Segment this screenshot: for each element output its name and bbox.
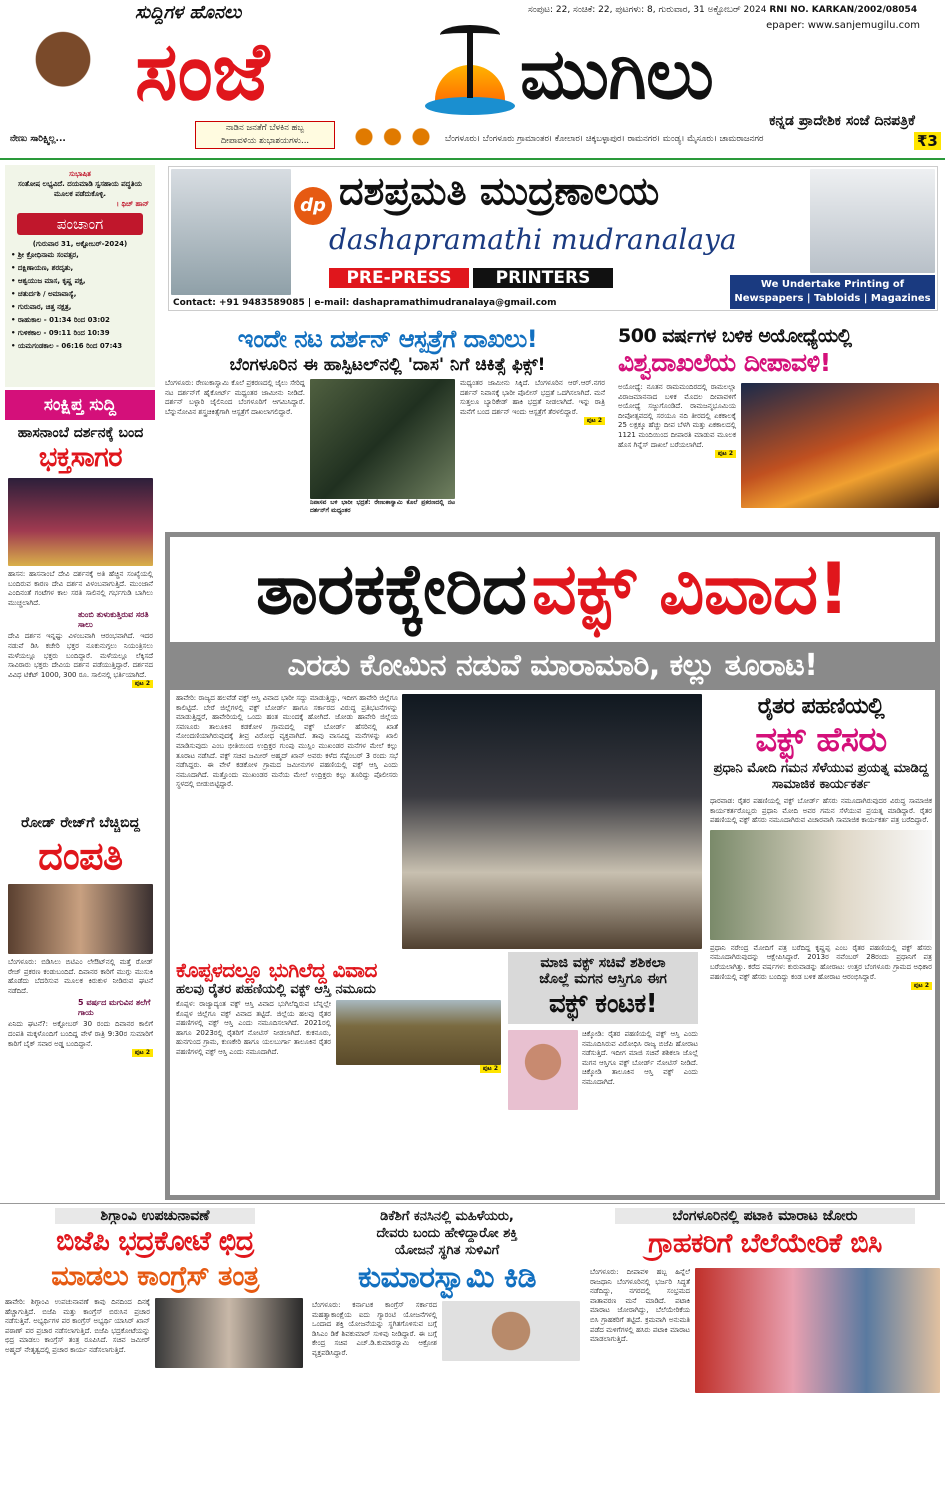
story-body: ಅಯೋಧ್ಯೆ: ನೂತನ ರಾಮಮಂದಿರದಲ್ಲಿ ರಾಮಲಲ್ಲಾ ವಿರಾಜಮಾನನಾದ ಬಳಿಕ ಮೊದಲ ದೀಪಾವಳಿಗೆ ಅಯೋಧ್ಯೆ ಸಜ್ಜುಗೊಂಡಿದೆ. ರಾಮಜನ್ಮಭೂಮಿಯ ದೀಪೋತ್ಸವದಲ್ಲಿ ಸರಯೂ ನದಿ ತೀರದಲ್ಲಿ ಏಕಕಾಲಕ್ಕೆ 25 ಲಕ್ಷಕ್ಕೂ ಹೆಚ್ಚು ದೀಪ ಬೆಳಗಿ ಮತ್ತು ಏಕಕಾಲದಲ್ಲಿ 1121 ಮಂದಿಯಿಂದ ದೀಪಾರತಿ ಮಾಡುವ ಮೂಲಕ ಹೊಸ ಗಿನ್ನೆಸ್ ದಾಖಲೆ ಬರೆಯಲಾಗಿದೆ. [618, 383, 736, 449]
story-headline: ಗ್ರಾಹಕರಿಗೆ ಬೆಲೆಯೇರಿಕೆ ಬಿಸಿ [648, 1228, 882, 1259]
panchanga-item: • ಆಶ್ವಯುಜ ಮಾಸ, ಕೃಷ್ಣ ಪಕ್ಷ, [11, 277, 86, 285]
brief-story-roadrage [8, 815, 153, 1057]
epaper-link[interactable]: epaper: www.sanjemugilu.com [766, 20, 920, 31]
masthead-divider [0, 158, 945, 160]
panchanga-list [11, 249, 149, 353]
panchanga-date: (ಗುರುವಾರ 31, ಅಕ್ಟೋಬರ್-2024) [32, 240, 128, 248]
continued-link[interactable]: ಪುಟ 2 [480, 1065, 501, 1073]
masthead-tagline: ಸುದ್ದಿಗಳ ಹೊನಲು [135, 2, 242, 23]
story-body: ಹಾಸನ: ಹಾಸನಾಂಬೆ ದೇವಿ ದರ್ಶನಕ್ಕೆ ಅತಿ ಹೆಚ್ಚಿನ ಸಂಖ್ಯೆಯಲ್ಲಿ ಬಂದಿರುವ ಕಾರಣ ದೇವಿ ದರ್ಶನ ವಿಳಂಬವಾಗುತ್ತಿದೆ. ಮುಂಜಾನೆ ಎಂದಿನಂತೆ ಗಂಟೆಗಳ ಕಾಲ ಸರತಿ ಸಾಲಿನಲ್ಲಿ ಗರ್ಭಗುಡಿ ಬಾಗಿಲು ಮುಚ್ಚಲಾಗಿದೆ. [8, 570, 153, 607]
sidebar-panchanga [5, 165, 155, 387]
ad-title-kannada: ದಶಪ್ರಮತಿ ಮುದ್ರಣಾಲಯ [339, 169, 660, 213]
lead-photo [402, 694, 702, 949]
panchanga-item: • ಶ್ರೀ ಕ್ರೋಧಿನಾಮ ಸಂವತ್ಸರ, [11, 251, 79, 259]
diya-decoration [345, 120, 440, 148]
panchanga-item: • ರಾಹುಕಾಲ - 01:34 ರಿಂದ 03:02 [11, 316, 110, 324]
subhashita-text: ಸಂತೋಷ ಲಭ್ಯವಿದೆ. ದಯಮಾಡಿ ಸ್ವಸಹಾಯ ಪದ್ಧತಿಯ ಮೂಲಕ ಪಡೆದುಕೊಳ್ಳಿ. [18, 180, 142, 198]
story-headline: ಬಿಜೆಪಿ ಭದ್ರಕೋಟೆ ಛಿದ್ರ [56, 1226, 254, 1257]
panchanga-title: ಪಂಚಾಂಗ [17, 213, 143, 235]
story-headline: ಇಂದೇ ನಟ ದರ್ಶನ್ ಆಸ್ಪತ್ರೆಗೆ ದಾಖಲು! [237, 325, 538, 353]
story-photo [8, 478, 153, 566]
side-body: ಧಾರವಾಡ: ರೈತರ ಪಹಣಿಯಲ್ಲಿ ವಕ್ಫ್ ಬೋರ್ಡ್ ಹೆಸರು ನಮೂದಾಗಿರುವುದರ ವಿರುದ್ಧ ಸಾಮಾಜಿಕ ಕಾರ್ಯಕರ್ತರೊಬ್ಬರು ಪ್ರಧಾನಿ ಮೋದಿ ಅವರ ಗಮನ ಸೆಳೆಯುವ ಪ್ರಯತ್ನ ಮಾಡಿದ್ದಾರೆ. ರೈತರ ಪಹಣಿಯಲ್ಲಿ ವಕ್ಫ್ ಹೆಸರು ನಮೂದಾಗಿರುವ ವಿಚಾರವಾಗಿ ಸಾಮಾಜಿಕ ಕಾರ್ಯಕರ್ತ ಪತ್ರ ಬರೆದಿದ್ದಾರೆ. [710, 797, 932, 825]
story-body: ಮಧ್ಯಂತರ ಜಾಮೀನು ಸಿಕ್ಕಿದೆ. ಬೆಂಗಳೂರಿನ ಆರ್.ಆರ್.ನಗರ ದರ್ಶನ್ ನಿವಾಸಕ್ಕೆ ಭಾರೀ ಪೊಲೀಸ್ ಭದ್ರತೆ ಒದಗಿಸಲಾಗಿದೆ. ಮನೆ ಸುತ್ತಲೂ ಬ್ಯಾರಿಕೇಡ್ ಹಾಕಿ ಭದ್ರತೆ ನೀಡಲಾಗಿದೆ. ಇನ್ನು ರಾತ್ರಿ ಮನೆಗೆ ಬಂದ ದರ್ಶನ್ ಇಂದು ಆಸ್ಪತ್ರೆಗೆ ತೆರಳಲಿದ್ದಾರೆ. [460, 379, 605, 416]
brief-story-hassan [8, 425, 153, 688]
panchanga-item: • ಚತುರ್ದಶಿ / ಅಮಾವಾಸ್ಯೆ, [11, 290, 77, 298]
story-crackers [590, 1208, 940, 1468]
continued-link[interactable]: ಪುಟ 2 [911, 982, 932, 990]
story-photo [442, 1301, 580, 1361]
story-headline: 500 ವರ್ಷಗಳ ಬಳಿಕ ಅಯೋಧ್ಯೆಯಲ್ಲಿ [618, 325, 852, 347]
story-body: ಏನಿದು ಘಟನೆ?: ಅಕ್ಟೋಬರ್ 30 ರಂದು ದಿವಾನರ ಕಾಲಿಗೆ ದಂಪತಿ ಮಕ್ಕಳೊಂದಿಗೆ ಬಂದಿದ್ದ ವೇಳೆ ರಾತ್ರಿ 9:30ರ ಸುಮಾರಿಗೆ ಕಾರಿಗೆ ಬೈಕ್ ಸವಾರ ಅಡ್ಡ ಬಂದಿದ್ದಾನೆ. [8, 1020, 153, 1048]
story-body: ದೇವಿ ದರ್ಶನ ಇನ್ನಷ್ಟು ವಿಳಂಬವಾಗಿ ಆರಂಭವಾಗಿದೆ. ಇದರ ನಡುವೆ ಡಿಸಿ ಕಚೇರಿ ಭಕ್ತರ ನೂಕುನುಗ್ಗಲು ನಿಯಂತ್ರಿಸಲು ಮಳೆಯಲ್ಲೂ ಭಕ್ತರು ಬಂದಿದ್ದಾರೆ. ಮಳೆಯಲ್ಲೂ ಲೆಕ್ಕಿಸದೆ ಸಾವಿರಾರು ಭಕ್ತರು ದೇವಿಯ ದರ್ಶನ ಪಡೆಯುತ್ತಿದ್ದಾರೆ. ದರ್ಶನದ ವಿವಿಧ ಟಿಕೆಟ್ 1000, 300 ರೂ. ಸಾಲಿನಲ್ಲಿ ಭರ್ತಿಯಾಗಿದೆ. [8, 632, 153, 679]
shashikala-headline-2: ಜೊಲ್ಲೆ ಮಗನ ಆಸ್ತಿಗೂ ಈಗ [539, 971, 667, 987]
continued-link[interactable]: ಪುಟ 2 [584, 417, 605, 425]
greeting: ನಾಡಿನ ಜನತೆಗೆ ಬೆಳಕಿನ ಹಬ್ಬ ದೀಪಾವಳಿಯ ಶುಭಾಶಯಗಳು... [195, 121, 335, 149]
story-photo [310, 379, 455, 499]
city-list: ಬೆಂಗಳೂರು। ಬೆಂಗಳೂರು ಗ್ರಾಮಾಂತರ। ಕೋಲಾರ। ಚಿಕ್ಕಬಳ್ಳಾಪುರ। ರಾಮನಗರ। ಮಂಡ್ಯ। ಮೈಸೂರು। ಚಾಮರಾಜನಗರ [445, 134, 764, 144]
story-kumaraswamy [312, 1208, 582, 1471]
story-subheadline: ಬೆಂಗಳೂರಿನ ಈ ಹಾಸ್ಪಿಟಲ್‌ನಲ್ಲಿ 'ದಾಸ' ನಿಗೆ ಚಿಕಿತ್ಸೆ ಫಿಕ್ಸ್! [229, 355, 546, 375]
story-body: ಬೆಂಗಳೂರು: ಬಿಡಿಸಿಲು ಬಿಟಿಎಂ ಲೇಔಟ್‌ನಲ್ಲಿ ಮತ್ತೆ ರೋಡ್ ರೇಜ್ ಪ್ರಕರಣ ಕಂಡುಬಂದಿದೆ. ದಿವಾನರ ಕಾರಿಗೆ ಮುಗ್ಗು ಮುಸುಕಿ ಹೊಡೆದು ಬೆದರಿಸುವ ಮೂಲಕ ಕಿರುಕುಳ ನೀಡಿರುವ ಘಟನೆ ನಡೆದಿದೆ. [8, 958, 153, 995]
lead-subheadline: ಎರಡು ಕೋಮಿನ ನಡುವೆ ಮಾರಾಮಾರಿ, ಕಲ್ಲು ತೂರಾಟ! [287, 648, 818, 683]
pull-quote: ತುಂಬಿ ತುಳುಕುತ್ತಿರುವ ಸರತಿ ಸಾಲು [78, 610, 149, 630]
shashikala-body: ಚಿಕ್ಕೋಡಿ: ರೈತರ ಪಹಣಿಯಲ್ಲಿ ವಕ್ಫ್ ಆಸ್ತಿ ಎಂದು ನಮೂದಿಸಿರುವ ವಿರೋಧಿಸಿ ರಾಜ್ಯ ಬಿಜೆಪಿ ಹೋರಾಟ ನಡೆಸುತ್ತಿದೆ. ಇದೀಗ ಮಾಜಿ ಸಚಿವೆ ಶಶಿಕಲಾ ಜೊಲ್ಲೆ ಮಗನ ಆಸ್ತಿಗೂ ವಕ್ಫ್ ಬೋರ್ಡ್ ನೋಟಿಸ್ ನೀಡಿದೆ. ಚಿಕ್ಕೋಡಿ ತಾಲೂಕಿನ ಆಸ್ತಿ ವಕ್ಫ್ ಎಂದು ನಮೂದಾಗಿದೆ. [582, 1030, 698, 1086]
issue-info: ಸಂಪುಟ: 22, ಸಂಚಿಕೆ: 22, ಪುಟಗಳು: 8, ಗುರುವಾರ, 31 ಅಕ್ಟೋಬರ್ 2024 RNI NO. KARKAN/2002/08054 [528, 5, 918, 15]
masthead-subtitle: ಕನ್ನಡ ಪ್ರಾದೇಶಿಕ ಸಂಜೆ ದಿನಪತ್ರಿಕೆ [769, 113, 915, 129]
masthead-name-black: ಮುಗಿಲು [520, 33, 714, 115]
continued-link[interactable]: ಪುಟ 2 [132, 1049, 153, 1057]
koppal-body: ಕೊಪ್ಪಳ: ರಾಜ್ಯಾದ್ಯಂತ ವಕ್ಫ್ ಆಸ್ತಿ ವಿವಾದ ಭುಗಿಲೆದ್ದಿರುವ ಬೆನ್ನಲ್ಲೇ ಕೊಪ್ಪಳ ಜಿಲ್ಲೆಗೂ ವಕ್ಫ್ ವಿವಾದ ತಟ್ಟಿದೆ. ಜಿಲ್ಲೆಯ ಹಲವು ರೈತರ ಪಹಣಿಗಳಲ್ಲಿ ವಕ್ಫ್ ಆಸ್ತಿ ಎಂದು ನಮೂದಿಸಲಾಗಿದೆ. 2021ರಲ್ಲಿ ಹಾಗೂ 2023ರಲ್ಲಿ ರೈತರಿಗೆ ನೋಟಿಸ್ ನೀಡಲಾಗಿದೆ. ಕುಕನೂರು, ಹುನಗುಂದ ಗ್ರಾಮ, ಕುಣಕೇರಿ ಹಾಗೂ ಯಲಬುರ್ಗಾ ತಾಲೂಕಿನ ರೈತರ ಪಹಣಿಗಳಲ್ಲಿ ವಕ್ಫ್ ಆಸ್ತಿ ಎಂದು ನಮೂದಾಗಿದೆ. [176, 1000, 331, 1056]
ad-prepress: PRE-PRESS [329, 268, 469, 288]
story-body: ಬೆಂಗಳೂರು: ಕರ್ನಾಟಕ ಕಾಂಗ್ರೆಸ್ ಸರ್ಕಾರದ ಮಹತ್ವಾಕಾಂಕ್ಷೆಯ ಐದು ಗ್ಯಾರಂಟಿ ಯೋಜನೆಗಳಲ್ಲಿ ಒಂದಾದ ಶಕ್ತಿ ಯೋಜನೆಯನ್ನು ಸ್ಥಗಿತಗೊಳಿಸುವ ಬಗ್ಗೆ ಡಿಸಿಎಂ ಡಿಕೆ ಶಿವಕುಮಾರ್ ಸುಳಿವು ನೀಡಿದ್ದಾರೆ. ಈ ಬಗ್ಗೆ ಕೇಂದ್ರ ಸಚಿವ ಎಚ್.ಡಿ.ಕುಮಾರಸ್ವಾಮಿ ಆಕ್ರೋಶ ವ್ಯಕ್ತಪಡಿಸಿದ್ದಾರೆ. [312, 1301, 437, 1357]
palm-sun-logo [420, 25, 520, 120]
shashikala-photo [508, 1030, 578, 1110]
lead-body: ಹಾವೇರಿ: ರಾಜ್ಯದ ಹಲವೆಡೆ ವಕ್ಫ್ ಆಸ್ತಿ ವಿವಾದ ಭಾರೀ ಸದ್ದು ಮಾಡುತ್ತಿದ್ದು, ಇದೀಗ ಹಾವೇರಿ ಜಿಲ್ಲೆಗೂ ಕಾಲಿಟ್ಟಿದೆ. ಬೇರೆ ಜಿಲ್ಲೆಗಳಲ್ಲಿ ವಕ್ಫ್ ಬೋರ್ಡ್ ಹಾಗೂ ಸರ್ಕಾರದ ವಿರುದ್ಧ ಪ್ರತಿಭಟನೆಗಳನ್ನು ಮಾಡುತ್ತಿದ್ದರೆ, ಹಾವೇರಿಯಲ್ಲಿ ಒಂದು ಹಂತ ಮುಂದಕ್ಕೆ ಹೋಗಿದೆ. ಜೋಡು ಹಾವೇರಿ ಜಿಲ್ಲೆಯ ಸವಣೂರು ತಾಲೂಕಿನ ಕಡಕೋಳ ಗ್ರಾಮದಲ್ಲಿ ವಕ್ಫ್ ಬೋರ್ಡ್ ಹೆಸರಿನಲ್ಲಿ ಖಾತೆ ನೋಂದಣಿಯಾಗಿರುವುದಕ್ಕೆ ತೀವ್ರ ವಿರೋಧ ವ್ಯಕ್ತವಾಗಿದೆ. ತಾವು ವಾಸವಿದ್ದ ಮನೆಗಳನ್ನು ಖಾಲಿ ಮಾಡಿಸುವುದು ಎಂಬ ಭೀತಿಯಿಂದ ಉದ್ರಿಕ್ತರ ಗುಂಪು ಮುಸ್ಲಿಂ ಮುಖಂಡರ ಮನೆಗಳ ಮೇಲೆ ಕಲ್ಲು ತೂರಾಟ ನಡೆಸಿದೆ. ವಕ್ಫ್ ಸಚಿವ ಜಮೀರ್ ಅಹ್ಮದ್ ಖಾನ್ ಅವರು ಕಳೆದ ಸೆಪ್ಟೆಂಬರ್ 3 ರಂದು ಸಭೆ ನಡೆಸಿದ್ದರು. ಈ ವೇಳೆ ಕಡಕೋಳ ಗ್ರಾಮದ ಜಮೀನುಗಳ ಪಹಣಿಯಲ್ಲಿ ವಕ್ಫ್ ಆಸ್ತಿ ಎಂದು ನಮೂದಾಗಿದೆ. ಮತ್ತೊಂದು ಮುಖಂಡರ ಮನೆಯ ಮೇಲೆ ಉದ್ರಿಕ್ತರು ಕಲ್ಲು ತೂರಿದ್ದು ಪೊಲೀಸರು ಸ್ಥಳದಲ್ಲಿ ಬೀಡುಬಿಟ್ಟಿದ್ದಾರೆ. [176, 694, 398, 789]
story-body: ಬೆಂಗಳೂರು: ದೀಪಾವಳಿ ಹಬ್ಬ ಹಿನ್ನೆಲೆ ರಾಜಧಾನಿ ಬೆಂಗಳೂರಿನಲ್ಲಿ ಭರ್ಜರಿ ಸಿದ್ಧತೆ ನಡೆದಿದ್ದು, ನಗರದಲ್ಲಿ ಸಂಭ್ರಮದ ವಾತಾವರಣ ಮನೆ ಮಾಡಿದೆ. ಪಟಾಕಿ ಮಾರಾಟ ಜೋರಾಗಿದ್ದು, ಬೆಲೆಯೇರಿಕೆಯ ಬಿಸಿ ಗ್ರಾಹಕರಿಗೆ ತಟ್ಟಿದೆ. ಕ್ರಮವಾಗಿ ಅನುಮತಿ ಪಡೆದ ಮಳಿಗೆಗಳಲ್ಲಿ ಹಸಿರು ಪಟಾಕಿ ಮಾರಾಟ ಮಾಡಲಾಗುತ್ತಿದೆ. [590, 1268, 690, 1344]
panchanga-item: • ಗುರುವಾರ, ಚಿತ್ತ ನಕ್ಷತ್ರ, [11, 303, 72, 311]
story-kicker: ಡಿಕೆಶಿಗೆ ಕನಸಿನಲ್ಲಿ ಮಹಿಳೆಯರು, [380, 1209, 514, 1224]
story-body: ಹಾವೇರಿ: ಶಿಗ್ಗಾಂವಿ ಉಪಚುನಾವಣೆ ಕಾವು ದಿನದಿಂದ ದಿನಕ್ಕೆ ಹೆಚ್ಚಾಗುತ್ತಿದೆ. ಬಿಜೆಪಿ ಮತ್ತು ಕಾಂಗ್ರೆಸ್ ಬಿರುಸಿನ ಪ್ರಚಾರ ನಡೆಸುತ್ತಿವೆ. ಅಭ್ಯರ್ಥಿಗಳ ಪರ ಕಾಂಗ್ರೆಸ್ ಅಭ್ಯರ್ಥಿ ಯಾಸಿರ್ ಖಾನ್ ಪಠಾಣ್ ಪರ ಪ್ರಚಾರ ನಡೆಸಲಾಗುತ್ತಿದೆ. ಬಿಜೆಪಿ ಭದ್ರಕೋಟೆಯನ್ನು ಛಿದ್ರ ಮಾಡಲು ಕಾಂಗ್ರೆಸ್ ತಂತ್ರ ರೂಪಿಸಿದೆ. ಸಚಿವ ಜಮೀರ್ ಅಹ್ಮದ್ ನೇತೃತ್ವದಲ್ಲಿ ಪ್ರಚಾರ ಕಾರ್ಯ ನಡೆಸಲಾಗುತ್ತಿದೆ. [5, 1298, 150, 1354]
story-kicker-2: ದೇವರು ಬಂದು ಹೇಳಿದ್ದಾರೋ ಶಕ್ತಿ [376, 1226, 518, 1241]
photo-caption: ನೇಣು ಸಾರಿಕ್ಷ್ವಿಲ್ಲ... [10, 134, 66, 144]
subhashita-title: ಸುಭಾಷಿತ [69, 170, 91, 178]
story-headline: ಕುಮಾರಸ್ವಾಮಿ ಕಿಡಿ [358, 1260, 536, 1295]
pull-quote: 5 ವರ್ಷದ ಮಗುವಿನ ತಲೆಗೆ ಗಾಯ [78, 998, 151, 1018]
ad-title-english: dashapramathi mudranalaya [329, 223, 737, 256]
ad-logo: dp [294, 187, 332, 225]
story-photo [695, 1268, 940, 1393]
continued-link[interactable]: ಪುಟ 2 [715, 450, 736, 458]
side-body: ಪ್ರಧಾನಿ ನರೇಂದ್ರ ಮೋದಿಗೆ ಪತ್ರ ಬರೆದಿದ್ದ ಕೃಷ್ಣಪ್ಪ ಎಂಬ ರೈತರ ಪಹಣಿಯಲ್ಲಿ ವಕ್ಫ್ ಹೆಸರು ನಮೂದಾಗಿರುವುದನ್ನು ಆಕ್ಷೇಪಿಸಿದ್ದಾರೆ. 2013ರ ನವೆಂಬರ್ 28ರಂದು ಪ್ರಧಾನಿಗೆ ಪತ್ರ ಬರೆಯಲಾಗಿತ್ತು. ಕರೆದ ವರ್ಷಗಳ: ಕುರುವಾಡನ್ನು ಹೋರಾಟ: ಉತ್ತರ ಬೆಂಗಳೂರು ಗ್ರಾಮದ ಅಧಿಕಾರ ಪಹಣಿಯಲ್ಲಿ ವಕ್ಫ್ ಹೆಸರು ಬಂದಿದ್ದು ಕಂಡ ಬಳಿಕ ಹೋರಾಟ ಆರಂಭಿಸಿದ್ದಾರೆ. [710, 943, 932, 981]
story-kicker: ರೋಡ್ ರೇಜ್‌ಗೆ ಬೆಚ್ಚಿಬಿದ್ದ [21, 815, 140, 831]
printing-ad [168, 166, 938, 311]
side-photo [710, 830, 932, 940]
ad-contact: Contact: +91 9483589085 | e-mail: dashapramathimudranalaya@gmail.com [173, 298, 557, 308]
lead-headline: ತಾರಕಕ್ಕೇರಿದ ವಕ್ಫ್ ವಿವಾದ! [170, 537, 935, 642]
editor-photo [8, 12, 118, 130]
story-darshan [165, 325, 610, 525]
continued-link[interactable]: ಪುಟ 2 [132, 680, 153, 688]
story-shiggaon [5, 1208, 305, 1463]
press-photo [171, 169, 291, 295]
bottom-divider [0, 1203, 945, 1204]
subhashita-author: । ಥಿಚ್ ಹಾನ್ [116, 200, 149, 208]
panchanga-item: • ಗುಳಿಕಕಾಲ - 09:11 ರಿಂದ 10:39 [11, 329, 110, 337]
side-subheadline: ಪ್ರಧಾನಿ ಮೋದಿ ಗಮನ ಸೆಳೆಯುವ ಪ್ರಯತ್ನ ಮಾಡಿದ್ದ ಸಾಮಾಜಿಕ ಕಾರ್ಯಕರ್ತ [713, 761, 929, 792]
photo-caption: ನಿಪಾಸವ ಬಳಿ ಭಾರೀ ಭದ್ರತೆ: ರೇಣುಕಾಸ್ವಾಮಿ ಕೊಲೆ ಪ್ರಕರಣದಲ್ಲಿ ನಟ ದರ್ಶನ್‌ಗೆ ಮಧ್ಯಂತರ [310, 499, 455, 514]
story-headline: ದಂಪತಿ [38, 834, 123, 878]
panchanga-item: • ದಕ್ಷಿಣಾಯಣ, ಶರದೃತು, [11, 264, 74, 272]
ad-undertake: We Undertake Printing of Newspapers | Tabloids | Magazines [730, 275, 935, 309]
story-headline-2: ವಿಶ್ವದಾಖಲೆಯ ದೀಪಾವಳಿ! [618, 348, 831, 377]
story-kicker: ಹಾಸನಾಂಬೆ ದರ್ಶನಕ್ಕೆ ಬಂದ [17, 425, 144, 441]
printer-photo [810, 169, 935, 273]
masthead-name-red: ಸಂಜೆ [135, 25, 269, 118]
story-photo [741, 383, 939, 508]
koppal-headline: ಕೊಪ್ಪಳದಲ್ಲೂ ಭುಗಿಲೆದ್ದ ವಿವಾದ [176, 958, 377, 982]
story-headline: ಭಕ್ತಸಾಗರ [38, 442, 123, 473]
koppal-subheadline: ಹಲವು ರೈತರ ಪಹಣಿಯಲ್ಲಿ ವಕ್ಫ್ ಆಸ್ತಿ ನಮೂದು [176, 982, 376, 997]
story-body: ಬೆಂಗಳೂರು: ರೇಣುಕಾಸ್ವಾಮಿ ಕೊಲೆ ಪ್ರಕರಣದಲ್ಲಿ ಜೈಲು ಸೇರಿದ್ದ ನಟ ದರ್ಶನ್‌ಗೆ ಹೈಕೋರ್ಟ್ ಮಧ್ಯಂತರ ಜಾಮೀನು ನೀಡಿದೆ. ದರ್ಶನ್ ಬಳ್ಳಾರಿ ಜೈಲಿನಿಂದ ಬೆಂಗಳೂರಿಗೆ ಆಗಮಿಸಿದ್ದಾರೆ. ಬೆನ್ನುನೋವಿನ ಶಸ್ತ್ರಚಿಕಿತ್ಸೆಗಾಗಿ ಆಸ್ಪತ್ರೆಗೆ ದಾಖಲಾಗಲಿದ್ದಾರೆ. [165, 379, 305, 416]
panchanga-item: • ಯಮಗಂಡಕಾಲ - 06:16 ರಿಂದ 07:43 [11, 342, 123, 350]
story-photo [8, 884, 153, 954]
lead-story [165, 532, 940, 1200]
story-ayodhya [618, 325, 940, 525]
story-kicker-3: ಯೋಜನೆ ಸ್ಥಗಿತ ಸುಳಿವಿಗೆ [394, 1243, 500, 1258]
story-headline-2: ಮಾಡಲು ಕಾಂಗ್ರೆಸ್ ತಂತ್ರ [51, 1261, 259, 1292]
koppal-photo [336, 1000, 501, 1065]
side-headline: ರೈತರ ಪಹಣಿಯಲ್ಲಿ [757, 694, 885, 719]
story-kicker: ಶಿಗ್ಗಾಂವಿ ಉಪಚುನಾವಣೆ [55, 1208, 255, 1224]
shashikala-headline: ಮಾಜಿ ವಕ್ಫ್ ಸಚಿವೆ ಶಶಿಕಲಾ [540, 955, 666, 971]
story-kicker: ಬೆಂಗಳೂರಿನಲ್ಲಿ ಪಟಾಕಿ ಮಾರಾಟ ಜೋರು [615, 1208, 915, 1224]
shashikala-headline-3: ವಕ್ಫ್ ಕಂಟಕ! [548, 989, 658, 1019]
ad-printers: PRINTERS [473, 268, 613, 288]
price-badge: ₹3 [914, 132, 941, 150]
side-headline-2: ವಕ್ಫ್ ಹೆಸರು [755, 720, 887, 760]
story-photo [155, 1298, 303, 1368]
brief-news-banner: ಸಂಕ್ಷಿಪ್ತ ಸುದ್ದಿ [5, 390, 155, 420]
